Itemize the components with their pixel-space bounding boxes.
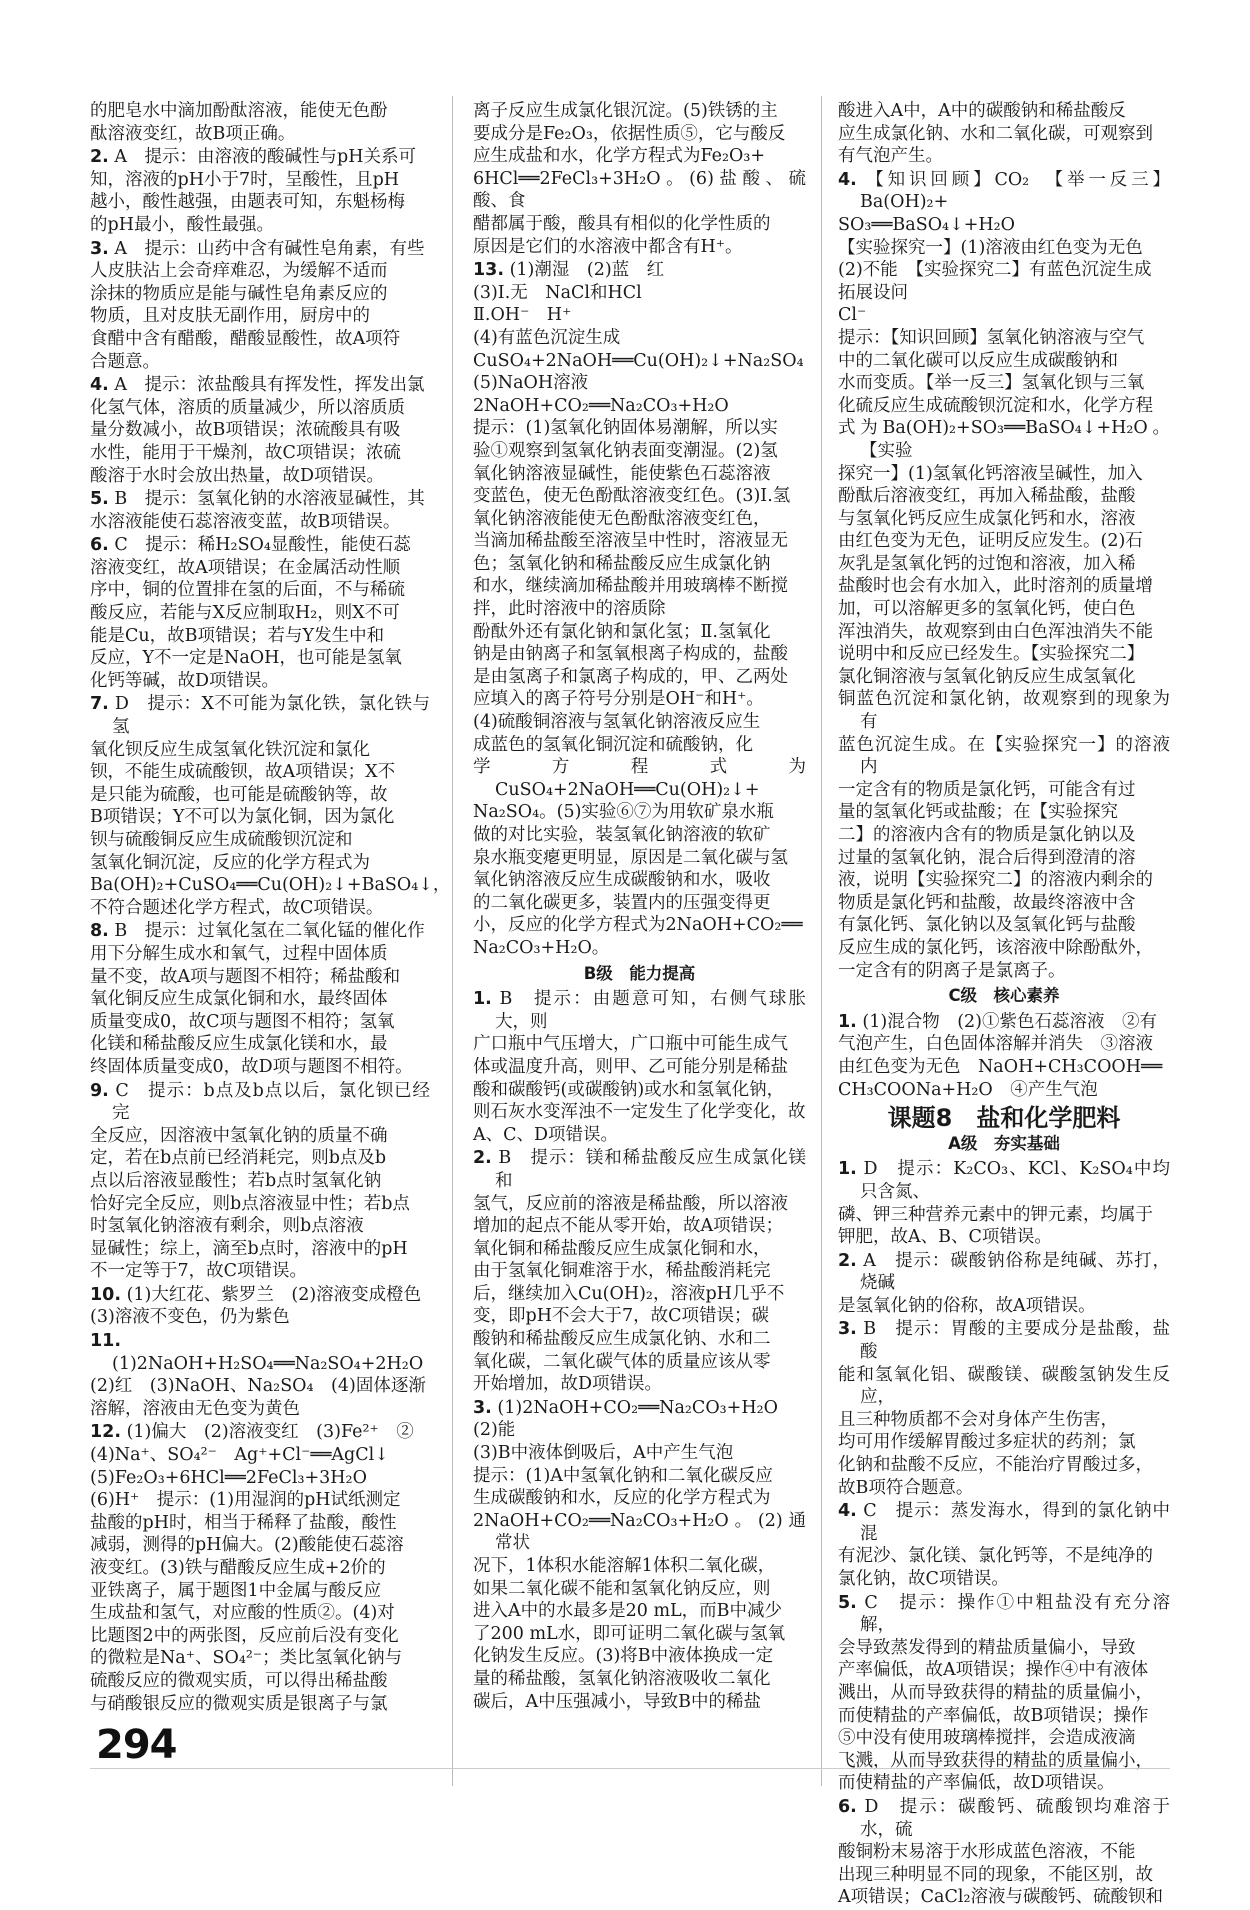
answer-line: 变蓝色，使无色酚酞溶液变红色。(3)Ⅰ.氢	[473, 486, 791, 507]
answer-line: 化镁和稀盐酸反应生成氯化镁和水，最	[90, 1034, 388, 1055]
answer-line: B项错误；Y不可以为氯化铜，因为氯化	[90, 807, 395, 828]
answer-line: 当滴加稀盐酸至溶液呈中性时，溶液显无	[473, 531, 788, 552]
answer-line: 验①观察到氢氧化钠表面变潮湿。(2)氢	[473, 440, 778, 461]
answer-item	[90, 488, 430, 533]
answer-item	[838, 1500, 1170, 1590]
answer-item	[838, 1250, 1170, 1318]
section-heading: A级 夯实基础	[948, 1133, 1060, 1153]
answer-line: 增加的起点不能从零开始，故A项错误；	[473, 1216, 784, 1237]
answer-line: 浑浊消失，故观察到由白色浑浊消失不能	[838, 621, 1153, 642]
answer-line: 全反应，因溶液中氢氧化钠的质量不确	[90, 1125, 388, 1146]
answer-line: 人皮肤沾上会奇痒难忍，为缓解不适而	[90, 261, 388, 282]
answer-line: 酸进入A中，A中的碳酸钠和稀盐酸反	[838, 101, 1126, 121]
answer-line: 与硝酸银反应的微观实质是银离子与氯	[90, 1693, 388, 1714]
answer-first-line	[838, 1158, 1170, 1203]
answer-line: 化钠发生反应。(3)将B中液体换成一定	[473, 1646, 774, 1667]
answer-first-line	[838, 1796, 1170, 1841]
answer-line: 拓展设问	[838, 282, 908, 303]
answer-item	[838, 169, 1170, 982]
answer-line: 如果二氧化碳不能和氢氧化钠反应，则	[473, 1578, 771, 1599]
answer-line: 是由氢离子和氯离子构成的，甲、乙两处	[473, 666, 788, 687]
answer-line: 液，说明【实验探究二】的溶液内剩余的	[838, 870, 1153, 891]
answer-line: 后，继续加入Cu(OH)₂，溶液pH几乎不	[473, 1283, 785, 1304]
answer-line: 与氢氧化钙反应生成氯化钙和水，溶液	[838, 508, 1136, 529]
answer-item	[473, 1397, 806, 1713]
answer-line: 盐酸的pH时，相当于稀释了盐酸，酸性	[90, 1512, 397, 1533]
answer-line: 会导致蒸发得到的精盐质量偏小，导致	[838, 1637, 1136, 1658]
answer-line: 不一定等于7，故C项错误。	[90, 1261, 308, 1282]
answer-line: 生成碳酸钠和水，反应的化学方程式为	[473, 1488, 771, 1509]
answer-line: 拌，此时溶液中的溶质除	[473, 599, 666, 620]
answer-line: 氧化钠溶液能使无色酚酞溶液变红色，	[473, 508, 771, 529]
answer-line: 氯化钠，故C项错误。	[838, 1569, 1009, 1589]
question-number: 6.	[838, 1796, 857, 1817]
answer-line: (1)偏大 (2)溶液变红 (3)Fe²⁺ ②	[126, 1422, 414, 1443]
answer-line: A、C、D项错误。	[473, 1124, 619, 1145]
answer-line: 提示：(1)氢氧化钠固体易潮解，所以实	[473, 418, 778, 439]
answer-line: 【知识回顾】CO₂ 【举一反三】Ba(OH)₂+	[860, 169, 1170, 213]
answer-line: 量不变，故A项与题图不相符；稀盐酸和	[90, 966, 401, 987]
answer-line: 铜蓝色沉淀和氯化钠，故观察到的现象为有	[838, 689, 1170, 733]
answer-line: 则石灰水变浑浊不一定发生了化学变化，故	[473, 1102, 806, 1123]
answer-line: 蓝色沉淀生成。在【实验探究一】的溶液内	[838, 734, 1170, 778]
answer-first-line	[90, 374, 430, 397]
answer-line: 且三种物质都不会对身体产生伤害，	[838, 1409, 1118, 1430]
answer-line: 探究一】(1)氢氧化钙溶液呈碱性，加入	[838, 463, 1143, 484]
answer-line: B 提示：由题意可知，右侧气球胀大，则	[495, 989, 806, 1032]
question-number: 9.	[90, 1080, 109, 1101]
question-number: 7.	[90, 694, 109, 715]
answer-line: C 提示：操作①中粗盐没有充分溶解，	[860, 1592, 1170, 1636]
answer-line: 酸反应，若能与X反应制取H₂，则X不可	[90, 603, 400, 624]
answer-line: (5)NaOH溶液	[473, 373, 589, 394]
answer-item	[90, 1284, 430, 1329]
answer-line: 时氢氧化钠溶液有剩余，则b点溶液	[90, 1216, 364, 1237]
answer-line: 化钠和盐酸不反应，不能治疗胃酸过多，	[838, 1455, 1153, 1476]
answer-line: 溅出，从而导致获得的精盐的质量偏小，	[838, 1682, 1153, 1703]
answer-line: D 提示：X不可能为氯化铁，氯化铁与氢	[112, 694, 430, 738]
continued-answer	[838, 100, 1170, 168]
answer-line: 2NaOH+CO₂══Na₂CO₃+H₂O。(2)通常状	[473, 1510, 806, 1554]
answer-first-line	[90, 238, 430, 261]
answer-line: 减弱，测得的pH偏大。(2)酸能使石蕊溶	[90, 1535, 404, 1556]
answer-line: 均可用作缓解胃酸过多症状的药剂；氯	[838, 1432, 1136, 1453]
answer-line: 小，反应的化学方程式为2NaOH+CO₂══	[473, 915, 803, 936]
answer-line: 量的氢氧化钙或盐酸；在【实验探究	[838, 802, 1118, 823]
answer-line: 氯化铜溶液与氢氧化钠反应生成氢氧化	[838, 666, 1136, 687]
answer-first-line	[90, 1080, 430, 1125]
answer-line: 量分数减小，故B项错误；浓硫酸具有吸	[90, 420, 401, 441]
question-number: 12.	[90, 1422, 122, 1443]
answer-line: 反应，Y不一定是NaOH，也可能是氢氧	[90, 648, 402, 669]
answer-item	[838, 1318, 1170, 1499]
answer-item	[90, 238, 430, 374]
answer-line: 氢气，反应前的溶液是稀盐酸，所以溶液	[473, 1193, 788, 1214]
column-2	[473, 100, 806, 1714]
answer-line: 量的稀盐酸，氢氧化钠溶液吸收二氧化	[473, 1668, 771, 1689]
question-number: 8.	[90, 921, 109, 942]
answer-line: 是只能为硫酸，也可能是硫酸钠等，故	[90, 784, 388, 805]
answer-item	[90, 1080, 430, 1283]
answer-line: 成蓝色的氢氧化铜沉淀和硫酸钠，化	[473, 734, 753, 755]
answer-line: (2)红 (3)NaOH、Na₂SO₄ (4)固体逐渐	[90, 1376, 426, 1397]
answer-line: D 提示：K₂CO₃、KCl、K₂SO₄中均只含氮、	[860, 1159, 1170, 1202]
answer-line: Na₂CO₃+H₂O。	[473, 937, 610, 958]
answer-line: 应填入的离子符号分别是OH⁻和H⁺。	[473, 689, 764, 710]
answer-line: 氧化碳，二氧化碳气体的质量应该从零	[473, 1351, 771, 1372]
answer-line: 液变红。(3)铁与醋酸反应生成+2价的	[90, 1558, 386, 1578]
question-number: 6.	[90, 535, 109, 556]
answer-item	[838, 1796, 1170, 1909]
answer-line: 知，溶液的pH小于7时，呈酸性，且pH	[90, 169, 400, 190]
answer-line: Na₂SO₄。(5)实验⑥⑦为用软矿泉水瓶	[473, 802, 774, 823]
answer-line: 溶液变红，故A项错误；在金属活动性顺	[90, 557, 401, 578]
question-number: 5.	[838, 1592, 857, 1613]
answer-line: 酸溶于水时会放出热量，故D项错误。	[90, 465, 385, 486]
answer-line: 氧化钡反应生成氢氧化铁沉淀和氯化	[90, 739, 370, 760]
answer-line: 说明中和反应已经发生。【实验探究二】	[838, 644, 1145, 665]
answer-line: 变，即pH不会大于7，故C项错误；碳	[473, 1306, 769, 1327]
answer-line: 恰好完全反应，则b点溶液显中性；若b点	[90, 1193, 410, 1214]
answer-line: 气泡产生，白色固体溶解并消失 ③溶液	[838, 1034, 1153, 1055]
answer-line: CuSO₄+2NaOH══Cu(OH)₂↓+Na₂SO₄	[473, 350, 804, 371]
question-number: 5.	[90, 489, 109, 510]
answer-line: Ⅱ.OH⁻ H⁺	[473, 305, 572, 326]
answer-line: 由于氢氧化铜难溶于水，稀盐酸消耗完	[473, 1261, 771, 1282]
answer-line: 和水，继续滴加稀盐酸并用玻璃棒不断搅	[473, 576, 788, 597]
answer-line: 醋都属于酸，酸具有相似的化学性质的	[473, 213, 771, 234]
answer-first-line	[90, 146, 430, 169]
answer-first-line	[838, 1592, 1170, 1637]
answer-first-line	[90, 1421, 430, 1444]
bottom-rule	[90, 1768, 1170, 1769]
answer-line: 水溶液能使石蕊溶液变蓝，故B项错误。	[90, 511, 401, 532]
answer-line: 做的对比实验，装氢氧化钠溶液的软矿	[473, 825, 771, 845]
answer-line: 定，若在b点前已经消耗完，则b点及b	[90, 1148, 387, 1169]
answer-line: 显碱性；综上，滴至b点时，溶液中的pH	[90, 1238, 408, 1259]
answer-line: (3)B中液体倒吸后，A中产生气泡	[473, 1443, 734, 1464]
question-number: 1.	[838, 1011, 857, 1032]
answer-line: 灰乳是氢氧化钙的过饱和溶液，加入稀	[838, 553, 1136, 574]
answer-line: 的pH最小，酸性最强。	[90, 214, 274, 235]
answer-line: 涂抹的物质应是能与碱性皂角素反应的	[90, 283, 388, 304]
answer-line: 盐酸时也会有水加入，此时溶剂的质量增	[838, 576, 1153, 597]
answer-item	[90, 920, 430, 1078]
answer-line: 酸钠和稀盐酸反应生成氯化钠、水和二	[473, 1329, 771, 1350]
answer-item	[90, 1421, 430, 1715]
column-separator	[452, 96, 453, 1786]
answer-line: B 提示：镁和稀盐酸反应生成氯化镁和	[495, 1148, 806, 1191]
answer-line: 2NaOH+CO₂══Na₂CO₃+H₂O	[473, 395, 729, 416]
answer-line: 而使精盐的产率偏低，故B项错误；操作	[838, 1705, 1149, 1726]
answer-line: A 提示：山药中含有碱性皂角素，有些	[114, 238, 425, 259]
answer-line: 6HCl══2FeCl₃+3H₂O。(6)盐酸、硫酸、食	[473, 168, 806, 212]
answer-line: 反应生成的氯化钙，该溶液中除酚酞外，	[838, 937, 1153, 958]
question-number: 11.	[90, 1331, 122, 1352]
answer-first-line	[90, 1330, 430, 1375]
answer-line: 而使精盐的产率偏低，故D项错误。	[838, 1773, 1115, 1794]
answer-line: Ba(OH)₂+CuSO₄══Cu(OH)₂↓+BaSO₄↓，	[90, 875, 451, 896]
answer-line: C 提示：b点及b点以后，氯化钡已经完	[112, 1080, 430, 1124]
answer-line: C 提示：蒸发海水，得到的氯化钠中混	[860, 1501, 1170, 1544]
answer-line: 能是Cu，故B项错误；若与Y发生中和	[90, 625, 385, 646]
answer-item	[90, 534, 430, 692]
answer-line: (4)有蓝色沉淀生成	[473, 327, 621, 348]
answer-line: (2)能	[473, 1420, 516, 1441]
answer-line: 的微粒是Na⁺、SO₄²⁻；类比氢氧化钠与	[90, 1648, 403, 1669]
answer-line: C 提示：稀H₂SO₄显酸性，能使石蕊	[114, 535, 411, 556]
answer-line: B 提示：过氧化氢在二氧化锰的催化作	[114, 921, 425, 942]
answer-line: 食醋中含有醋酸，醋酸显酸性，故A项符	[90, 328, 401, 349]
answer-line: 硫酸反应的微观实质，可以得出稀盐酸	[90, 1670, 388, 1691]
answer-line: 二】的溶液内含有的物质是氯化钠以及	[838, 825, 1136, 845]
answer-line: 的肥皂水中滴加酚酞溶液，能使无色酚	[90, 101, 388, 121]
answer-line: 生成盐和氢气，对应酸的性质②。(4)对	[90, 1603, 395, 1624]
answer-line: 有泥沙、氯化镁、氯化钙等，不是纯净的	[838, 1546, 1153, 1567]
continued-answer	[90, 100, 430, 145]
answer-line: 酸和碳酸钙(或碳酸钠)或水和氢氧化钠，	[473, 1079, 785, 1100]
answer-item	[838, 1592, 1170, 1795]
answer-first-line	[473, 1147, 806, 1192]
answer-line: A 提示：由溶液的酸碱性与pH关系可	[114, 147, 417, 168]
answer-item	[90, 693, 451, 919]
answer-line: 物质是氯化钙和盐酸，故最终溶液中含	[838, 892, 1136, 913]
answer-line: SO₃══BaSO₄↓+H₂O	[838, 214, 1016, 235]
answer-line: 氧化钠溶液反应生成碳酸钠和水，吸收	[473, 870, 771, 891]
answer-line: (2)不能 【实验探究二】有蓝色沉淀生成	[838, 260, 1152, 281]
answer-line: 质量变成0，故C项与题图不相符；氢氧	[90, 1011, 395, 1032]
answer-line: (3)溶液不变色，仍为紫色	[90, 1307, 290, 1328]
answer-line: 应生成氯化钠、水和二氧化碳，可观察到	[838, 123, 1153, 144]
answer-first-line	[838, 1500, 1170, 1545]
answer-line: 合题意。	[90, 351, 160, 372]
answer-line: 酞溶液变红，故B项正确。	[90, 123, 296, 144]
answer-line: (4)硫酸铜溶液与氢氧化钠溶液反应生	[473, 712, 761, 733]
answer-item	[838, 1158, 1170, 1248]
answer-line: CH₃COONa+H₂O ④产生气泡	[838, 1079, 1098, 1100]
answer-line: 一定含有的物质是氯化钙，可能含有过	[838, 779, 1136, 800]
answer-line: 进入A中的水最多是20 mL，而B中减少	[473, 1601, 783, 1622]
section-heading: B级 能力提高	[583, 963, 696, 983]
answer-line: 泉水瓶变瘪更明显，原因是二氧化碳与氢	[473, 847, 788, 868]
answer-first-line	[90, 920, 430, 943]
answer-line: 酚酞后溶液变红，再加入稀盐酸，盐酸	[838, 486, 1136, 507]
answer-line: 学方程式为CuSO₄+2NaOH══Cu(OH)₂↓+	[473, 757, 806, 800]
question-number: 3.	[473, 1397, 492, 1418]
answer-line: 是氢氧化钠的俗称，故A项错误。	[838, 1295, 1096, 1316]
answer-first-line	[838, 169, 1170, 214]
answer-line: 氧化钠溶液显碱性，能使紫色石蕊溶液	[473, 463, 771, 484]
question-number: 1.	[838, 1159, 857, 1180]
answer-line: 要成分是Fe₂O₃，依据性质⑤，它与酸反	[473, 123, 786, 144]
answer-first-line	[90, 1284, 430, 1307]
answer-line: B 提示：胃酸的主要成分是盐酸，盐酸	[860, 1319, 1170, 1363]
answer-line: A 提示：浓盐酸具有挥发性，挥发出氯	[114, 375, 425, 396]
answer-line: 开始增加，故D项错误。	[473, 1374, 663, 1395]
column-3	[838, 100, 1170, 1910]
answer-line: 由红色变为无色 NaOH+CH₃COOH══	[838, 1056, 1163, 1077]
answer-line: 过量的氢氧化钠，混合后得到澄清的溶	[838, 847, 1136, 868]
question-number: 2.	[90, 147, 109, 168]
answer-line: 钠是由钠离子和氢氧根离子构成的，盐酸	[473, 644, 788, 665]
question-number: 1.	[473, 989, 492, 1010]
answer-line: (1)2NaOH+H₂SO₄══Na₂SO₄+2H₂O	[112, 1353, 424, 1374]
answer-line: 体或温度升高，则甲、乙可能分别是稀盐	[473, 1056, 788, 1077]
answer-line: (6)H⁺ 提示：(1)用湿润的pH试纸测定	[90, 1490, 401, 1511]
answer-line: 水而变质。【举一反三】氢氧化钡与三氧	[838, 373, 1145, 394]
answer-line: 物质，且对皮肤无副作用，厨房中的	[90, 306, 370, 327]
answer-first-line	[473, 1397, 806, 1420]
answer-line: 色；氢氧化钠和稀盐酸反应生成氯化钠	[473, 553, 771, 574]
answer-line: 化钙等碱，故D项错误。	[90, 670, 280, 691]
answer-item	[90, 1330, 430, 1420]
answer-line: 产率偏低，故A项错误；操作④中有液体	[838, 1660, 1149, 1681]
answer-line: 终固体质量变成0，故D项与题图不相符。	[90, 1056, 413, 1077]
answer-line: 的二氧化碳更多，装置内的压强变得更	[473, 892, 771, 913]
answer-line: 式为Ba(OH)₂+SO₃══BaSO₄↓+H₂O。【实验	[838, 418, 1170, 461]
answer-line: 况下，1体积水能溶解1体积二氧化碳，	[473, 1556, 776, 1576]
answer-line: 氢氧化铜沉淀，反应的化学方程式为	[90, 852, 370, 873]
answer-line: ⑤中没有使用玻璃棒搅拌，会造成液滴	[838, 1728, 1136, 1749]
answer-line: 了200 mL水，即可证明二氧化碳与氢氧	[473, 1623, 786, 1644]
answer-first-line	[90, 693, 430, 738]
answer-item	[838, 1011, 1170, 1101]
answer-line: 【实验探究一】(1)溶液由红色变为无色	[838, 237, 1143, 258]
page-number: 294	[96, 1722, 177, 1768]
answer-line: 加，可以溶解更多的氢氧化钙，使白色	[838, 599, 1136, 620]
question-number: 4.	[838, 1501, 857, 1522]
answer-item	[473, 1147, 806, 1396]
answer-line: (3)Ⅰ.无 NaCl和HCl	[473, 282, 642, 303]
question-number: 3.	[838, 1319, 857, 1340]
answer-line: 氧化铜反应生成氯化铜和水，最终固体	[90, 989, 388, 1010]
question-number: 2.	[838, 1250, 857, 1271]
answer-first-line	[473, 988, 806, 1033]
answer-line: B 提示：氢氧化钠的水溶液显碱性，其	[114, 489, 425, 510]
answer-item	[90, 146, 430, 236]
answer-line: 飞溅，从而导致获得的精盐的质量偏小，	[838, 1750, 1153, 1771]
column-separator	[821, 96, 822, 1786]
answer-line: Cl⁻	[838, 305, 867, 326]
answer-line: 水性，能用于干燥剂，故C项错误；浓硫	[90, 442, 401, 463]
answer-line: 中的二氧化碳可以反应生成碳酸钠和	[838, 350, 1118, 371]
answer-line: D 提示：碳酸钙、硫酸钡均难溶于水，硫	[860, 1796, 1170, 1840]
answer-line: 出现三种明显不同的现象，不能区别，故	[838, 1864, 1153, 1885]
answer-line: 溶解，溶液由无色变为黄色	[90, 1398, 300, 1419]
question-number: 13.	[473, 260, 505, 281]
answer-first-line	[90, 488, 430, 511]
continued-answer	[473, 100, 806, 258]
answer-line: 故B项符合题意。	[838, 1477, 974, 1498]
answer-line: (1)混合物 (2)①紫色石蕊溶液 ②有	[862, 1011, 1157, 1032]
answer-line: A项错误；CaCl₂溶液与碳酸钙、硫酸钡和	[838, 1887, 1163, 1908]
answer-line: 序中，铜的位置排在氢的后面，不与稀硫	[90, 580, 405, 601]
answer-first-line	[90, 534, 430, 557]
answer-line: 比题图2中的两张图，反应前后没有变化	[90, 1625, 399, 1646]
answer-line: 提示：(1)A中氢氧化钠和二氧化碳反应	[473, 1465, 773, 1486]
answer-line: 原因是它们的水溶液中都含有H⁺。	[473, 236, 743, 257]
answer-line: 亚铁离子，属于题图1中金属与酸反应	[90, 1580, 382, 1601]
question-number: 4.	[838, 169, 857, 190]
answer-line: 钡，不能生成硫酸钡，故A项错误；X不	[90, 762, 396, 783]
answer-line: (1)潮湿 (2)蓝 红	[509, 260, 665, 281]
answer-line: 一定含有的阴离子是氯离子。	[838, 960, 1066, 981]
answer-line: 氧化铜和稀盐酸反应生成氯化铜和水，	[473, 1238, 771, 1259]
answer-line: 广口瓶中气压增大，广口瓶中可能生成气	[473, 1034, 788, 1055]
column-1	[90, 100, 451, 1716]
answer-line: 酚酞外还有氯化钠和氯化氢；Ⅱ.氢氧化	[473, 621, 771, 642]
answer-line: 点以后溶液显酸性；若b点时氢氧化钠	[90, 1170, 382, 1191]
question-number: 2.	[473, 1148, 492, 1169]
answer-first-line	[473, 259, 806, 282]
answer-line: (1)大红花、紫罗兰 (2)溶液变成橙色	[126, 1284, 422, 1305]
answer-line: 离子反应生成氯化银沉淀。(5)铁锈的主	[473, 101, 778, 121]
answer-line: (5)Fe₂O₃+6HCl══2FeCl₃+3H₂O	[90, 1467, 367, 1488]
answer-line: 钾肥，故A、B、C项错误。	[838, 1227, 1052, 1248]
answer-line: 有气泡产生。	[838, 146, 943, 167]
answer-line: 提示：【知识回顾】氢氧化钠溶液与空气	[838, 327, 1145, 348]
question-number: 10.	[90, 1284, 122, 1305]
answer-line: 化氢气体，溶质的质量减少，所以溶质质	[90, 397, 405, 418]
answer-line: 酸铜粉末易溶于水形成蓝色溶液，不能	[838, 1842, 1136, 1863]
answer-line: 越小，酸性越强，由题表可知，东魁杨梅	[90, 192, 405, 213]
question-number: 4.	[90, 375, 109, 396]
lesson-title: 课题8 盐和化学肥料	[887, 1104, 1121, 1133]
answer-line: 碳后，A中压强减小，导致B中的稀盐	[473, 1691, 761, 1712]
answer-line: 化硫反应生成硫酸钡沉淀和水，化学方程	[838, 395, 1153, 416]
section-heading: C级 核心素养	[948, 986, 1060, 1006]
answer-line: 有氯化钙、氯化钠以及氢氧化钙与盐酸	[838, 915, 1136, 936]
answer-item	[473, 259, 806, 959]
answer-first-line	[838, 1318, 1170, 1363]
answer-first-line	[838, 1011, 1170, 1034]
question-number: 3.	[90, 238, 109, 259]
answer-line: (1)2NaOH+CO₂══Na₂CO₃+H₂O	[497, 1397, 778, 1418]
answer-line: 不符合题述化学方程式，故C项错误。	[90, 897, 384, 918]
answer-line: 用下分解生成水和氧气，过程中固体质	[90, 943, 388, 964]
answer-line: A 提示：碳酸钠俗称是纯碱、苏打，烧碱	[860, 1250, 1170, 1294]
answer-first-line	[838, 1250, 1170, 1295]
answer-line: 磷、钾三种营养元素中的钾元素，均属于	[838, 1204, 1153, 1225]
answer-item	[473, 988, 806, 1146]
answer-item	[90, 374, 430, 487]
answer-line: 由红色变为无色，证明反应发生。(2)石	[838, 531, 1143, 552]
answer-line: (4)Na⁺、SO₄²⁻ Ag⁺+Cl⁻══AgCl↓	[90, 1445, 389, 1466]
answer-line: 钡与硫酸铜反应生成硫酸钡沉淀和	[90, 830, 353, 850]
answer-line: 应生成盐和水，化学方程式为Fe₂O₃+	[473, 146, 766, 167]
answer-line: 能和氢氧化铝、碳酸镁、碳酸氢钠发生反应，	[838, 1364, 1170, 1408]
